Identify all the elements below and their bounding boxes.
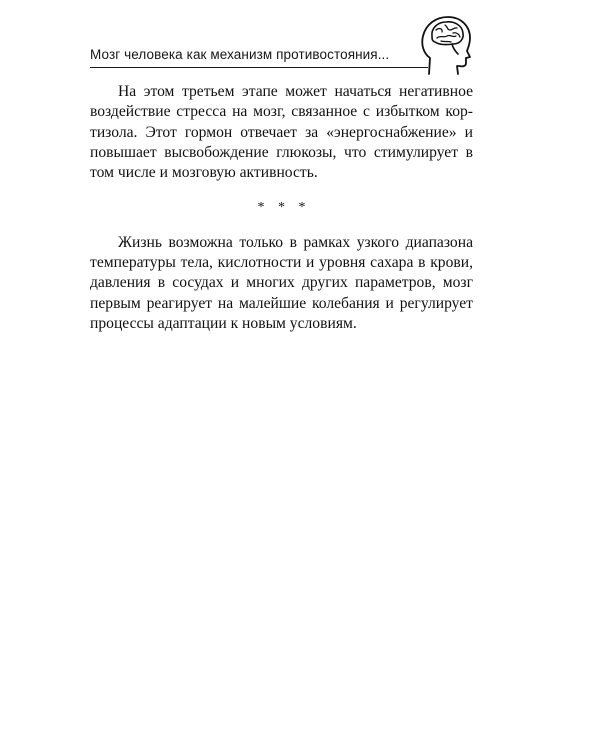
section-separator: * * *: [257, 200, 311, 216]
header-rule: [90, 67, 428, 68]
body-text: [90, 82, 473, 334]
head-brain-icon: [417, 14, 473, 76]
paragraph-2: Жизнь возможна только в рамках узкого диапазона температуры тела, кислотности и уровня сахара в крови, давления в сосудах и многих других параметров, мозг первым реагирует на малейшие колебания и регулирует процессы адаптации к новым условиям.: [90, 233, 473, 332]
running-head-title: Мозг человека как механизм противостояния...: [90, 47, 390, 62]
paragraph-1: На этом третьем этапе может начаться негативное воздействие стресса на мозг, связанное с избытком кортизола. Этот гормон отвечает за «энергоснабжение» и повышает высвобождение глюкозы, что стимулирует в том числе и мозговую активность.: [90, 83, 473, 182]
